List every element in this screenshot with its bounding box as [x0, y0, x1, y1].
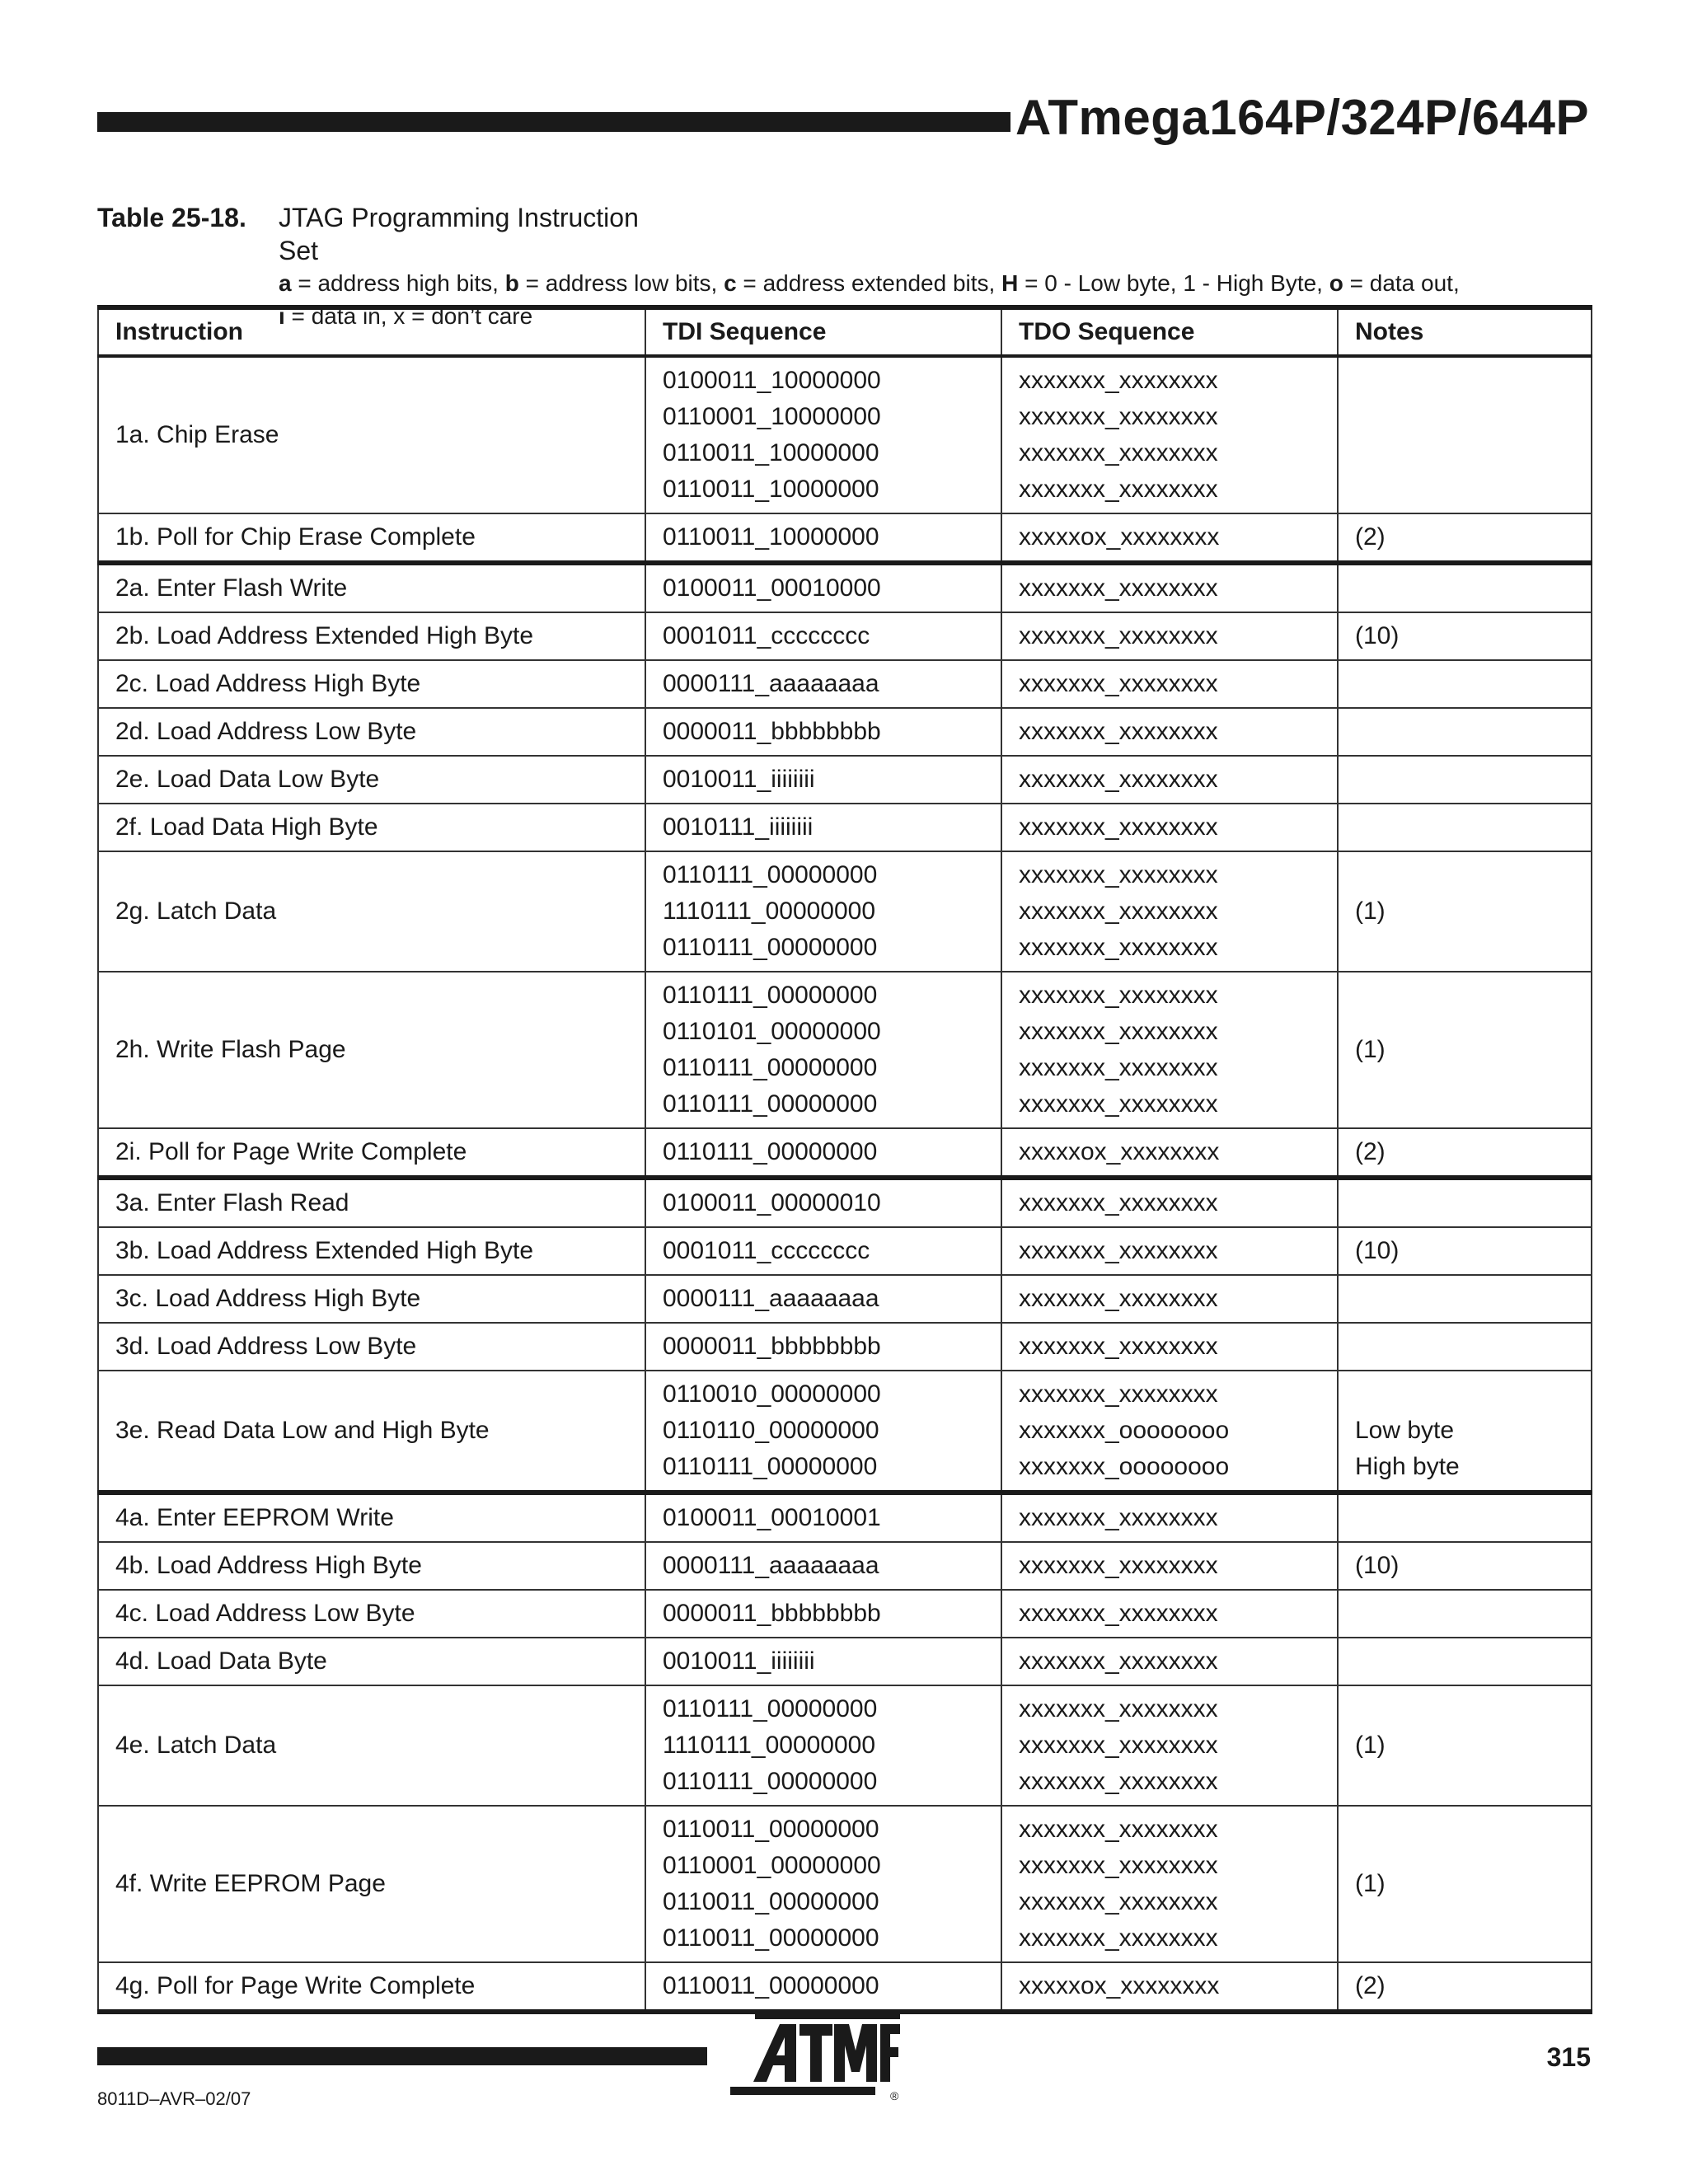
instruction-cell: 2c. Load Address High Byte: [98, 660, 645, 708]
tdi-sequence-line: 0110011_10000000: [663, 523, 879, 551]
legend-text: = address extended bits,: [736, 270, 1002, 296]
tdi-sequence-line: 0110101_00000000: [663, 1018, 881, 1045]
legend-key: o: [1329, 270, 1343, 296]
tdi-sequence-line: 0110011_00000000: [663, 1924, 879, 1952]
tdo-sequence-line: xxxxxxx_xxxxxxxx: [1019, 1732, 1218, 1759]
instruction-cell: 4c. Load Address Low Byte: [98, 1590, 645, 1638]
tdi-sequence-line: 0110001_10000000: [663, 403, 881, 430]
note-line: (10): [1355, 622, 1400, 649]
table-row: [98, 1638, 1592, 1685]
tdi-sequence-line: 0001011_cccccccc: [663, 622, 870, 649]
notes-cell: [1338, 756, 1592, 804]
instruction-cell: 1b. Poll for Chip Erase Complete: [98, 513, 645, 563]
tdi-sequence-line: 1110111_00000000: [663, 898, 876, 925]
instruction-cell: 4a. Enter EEPROM Write: [98, 1493, 645, 1542]
tdo-sequence-cell: [1001, 1371, 1338, 1493]
tdo-sequence-line: xxxxxxx_xxxxxxxx: [1019, 1285, 1218, 1312]
header-tdo-sequence: TDO Sequence: [1001, 307, 1338, 356]
note-line: [1355, 1376, 1574, 1413]
tdo-sequence-cell: [1001, 563, 1338, 612]
legend-text: = 0 - Low byte, 1 - High Byte,: [1018, 270, 1329, 296]
notes-cell: [1338, 851, 1592, 972]
table-row: [98, 1323, 1592, 1371]
tdo-sequence-cell: [1001, 513, 1338, 563]
legend-text: = data in, x = don’t care: [284, 303, 533, 329]
tdi-sequence-line: 0110011_10000000: [663, 476, 879, 503]
tdi-sequence-cell: [645, 1638, 1001, 1685]
instruction-cell: 4g. Poll for Page Write Complete: [98, 1962, 645, 2012]
tdi-sequence-cell: [645, 1178, 1001, 1227]
instruction-cell: 2g. Latch Data: [98, 851, 645, 972]
notes-cell: [1338, 356, 1592, 513]
instruction-cell: 4e. Latch Data: [98, 1685, 645, 1806]
table-row: [98, 804, 1592, 851]
table-row: [98, 1493, 1592, 1542]
table-row: [98, 1178, 1592, 1227]
tdo-sequence-line: xxxxxxx_xxxxxxxx: [1019, 934, 1218, 961]
legend-text: = data out,: [1343, 270, 1460, 296]
header-rule: [97, 112, 1010, 132]
tdi-sequence-line: 0100011_00010001: [663, 1504, 881, 1531]
instruction-cell: 3a. Enter Flash Read: [98, 1178, 645, 1227]
tdo-sequence-cell: [1001, 1806, 1338, 1962]
document-id: 8011D–AVR–02/07: [97, 2088, 251, 2109]
note-line: (1): [1355, 1870, 1386, 1897]
tdo-sequence-cell: [1001, 756, 1338, 804]
tdo-sequence-line: xxxxxxx_xxxxxxxx: [1019, 1600, 1218, 1627]
tdi-sequence-line: 0110111_00000000: [663, 1090, 878, 1118]
tdo-sequence-line: xxxxxxx_xxxxxxxx: [1019, 766, 1218, 793]
instruction-cell: 4b. Load Address High Byte: [98, 1542, 645, 1590]
tdo-sequence-line: xxxxxxx_xxxxxxxx: [1019, 1924, 1218, 1952]
instruction-cell: 2b. Load Address Extended High Byte: [98, 612, 645, 660]
tdi-sequence-line: 0000111_aaaaaaaa: [663, 670, 879, 697]
tdi-sequence-line: 0110001_00000000: [663, 1852, 881, 1879]
instruction-cell: 1a. Chip Erase: [98, 356, 645, 513]
tdo-sequence-line: xxxxxxx_xxxxxxxx: [1019, 1504, 1218, 1531]
tdi-sequence-cell: [645, 1371, 1001, 1493]
note-line: (2): [1355, 1972, 1386, 1999]
tdi-sequence-cell: [645, 1590, 1001, 1638]
tdi-sequence-cell: [645, 1685, 1001, 1806]
tdo-sequence-line: xxxxxxx_xxxxxxxx: [1019, 898, 1218, 925]
notes-cell: [1338, 513, 1592, 563]
tdo-sequence-cell: [1001, 1275, 1338, 1323]
table-row: [98, 708, 1592, 756]
tdo-sequence-line: xxxxxxx_xxxxxxxx: [1019, 1380, 1218, 1408]
notes-cell: [1338, 1806, 1592, 1962]
table-row: [98, 1371, 1592, 1493]
legend-key: a: [279, 270, 292, 296]
table-row: [98, 660, 1592, 708]
notes-cell: [1338, 1962, 1592, 2012]
tdi-sequence-cell: [645, 1493, 1001, 1542]
notes-cell: [1338, 660, 1592, 708]
instruction-cell: 2e. Load Data Low Byte: [98, 756, 645, 804]
instruction-cell: 2a. Enter Flash Write: [98, 563, 645, 612]
tdo-sequence-cell: [1001, 1178, 1338, 1227]
legend-text: = address high bits,: [291, 270, 505, 296]
tdi-sequence-line: 0010011_iiiiiiii: [663, 1647, 815, 1675]
tdo-sequence-line: xxxxxxx_xxxxxxxx: [1019, 439, 1218, 466]
tdi-sequence-line: 0100011_00000010: [663, 1189, 881, 1216]
tdi-sequence-cell: [645, 756, 1001, 804]
table-row: [98, 1227, 1592, 1275]
header-tdi-sequence: TDI Sequence: [645, 307, 1001, 356]
tdo-sequence-cell: [1001, 708, 1338, 756]
legend-key: H: [1001, 270, 1019, 296]
tdo-sequence-cell: [1001, 804, 1338, 851]
tdo-sequence-line: xxxxxxx_xxxxxxxx: [1019, 1695, 1218, 1722]
table-label: Table 25-18.: [97, 203, 246, 232]
table-row: [98, 1275, 1592, 1323]
table-row: [98, 1542, 1592, 1590]
tdi-sequence-line: 0110111_00000000: [663, 1768, 878, 1795]
tdi-sequence-line: 0100011_10000000: [663, 367, 881, 394]
tdo-sequence-line: xxxxxxx_xxxxxxxx: [1019, 1333, 1218, 1360]
tdi-sequence-cell: [645, 1323, 1001, 1371]
tdi-sequence-line: 0110111_00000000: [663, 982, 878, 1009]
tdi-sequence-line: 0001011_cccccccc: [663, 1237, 870, 1264]
tdi-sequence-line: 0110111_00000000: [663, 861, 878, 888]
tdi-sequence-line: 0110111_00000000: [663, 1453, 878, 1480]
instruction-cell: 4f. Write EEPROM Page: [98, 1806, 645, 1962]
page-title: ATmega164P/324P/644P: [1015, 90, 1589, 145]
tdi-sequence-cell: [645, 563, 1001, 612]
tdo-sequence-cell: [1001, 1128, 1338, 1178]
tdo-sequence-line: xxxxxxx_xxxxxxxx: [1019, 1647, 1218, 1675]
tdi-sequence-line: 0110110_00000000: [663, 1417, 879, 1444]
tdo-sequence-cell: [1001, 851, 1338, 972]
tdo-sequence-line: xxxxxxx_xxxxxxxx: [1019, 670, 1218, 697]
notes-cell: [1338, 1493, 1592, 1542]
tdi-sequence-cell: [645, 1227, 1001, 1275]
table-row: [98, 513, 1592, 563]
legend-key: b: [504, 270, 519, 296]
tdo-sequence-line: xxxxxxx_xxxxxxxx: [1019, 1018, 1218, 1045]
legend-text: = address low bits,: [518, 270, 724, 296]
notes-cell: [1338, 1323, 1592, 1371]
tdo-sequence-cell: [1001, 1493, 1338, 1542]
atmel-logo: [729, 2011, 902, 2102]
table-row: [98, 756, 1592, 804]
tdo-sequence-line: xxxxxxx_xxxxxxxx: [1019, 982, 1218, 1009]
tdo-sequence-line: xxxxxxx_xxxxxxxx: [1019, 1090, 1218, 1118]
tdo-sequence-cell: [1001, 1685, 1338, 1806]
notes-cell: [1338, 1685, 1592, 1806]
notes-cell: [1338, 1542, 1592, 1590]
notes-cell: [1338, 1371, 1592, 1493]
tdo-sequence-line: xxxxxxx_xxxxxxxx: [1019, 813, 1218, 841]
tdo-sequence-cell: [1001, 660, 1338, 708]
table-title-continued: Set: [279, 236, 319, 265]
instruction-cell: 2f. Load Data High Byte: [98, 804, 645, 851]
note-line: (1): [1355, 898, 1386, 925]
table-row: [98, 851, 1592, 972]
tdi-sequence-cell: [645, 1542, 1001, 1590]
notes-cell: [1338, 708, 1592, 756]
instruction-cell: 3b. Load Address Extended High Byte: [98, 1227, 645, 1275]
notes-cell: [1338, 1590, 1592, 1638]
tdi-sequence-cell: [645, 612, 1001, 660]
jtag-instruction-table: [97, 305, 1592, 2014]
note-line: Low byte: [1355, 1417, 1455, 1444]
instruction-cell: 3c. Load Address High Byte: [98, 1275, 645, 1323]
notes-cell: [1338, 1128, 1592, 1178]
legend-key: i: [279, 303, 285, 329]
notes-cell: [1338, 563, 1592, 612]
header-notes: Notes: [1338, 307, 1592, 356]
tdi-sequence-cell: [645, 851, 1001, 972]
tdo-sequence-cell: [1001, 1590, 1338, 1638]
tdi-sequence-line: 0110111_00000000: [663, 1695, 878, 1722]
tdo-sequence-line: xxxxxxx_xxxxxxxx: [1019, 622, 1218, 649]
table-row: [98, 563, 1592, 612]
tdo-sequence-line: xxxxxxx_xxxxxxxx: [1019, 403, 1218, 430]
table-legend-line-1: [279, 267, 1460, 300]
table-row: [98, 1128, 1592, 1178]
tdi-sequence-line: 0000111_aaaaaaaa: [663, 1285, 879, 1312]
tdo-sequence-cell: [1001, 612, 1338, 660]
footer-rule: [97, 2047, 707, 2065]
tdi-sequence-line: 0000111_aaaaaaaa: [663, 1552, 879, 1579]
tdo-sequence-cell: [1001, 972, 1338, 1128]
notes-cell: [1338, 612, 1592, 660]
table-row: [98, 1590, 1592, 1638]
table-row: [98, 356, 1592, 513]
tdi-sequence-cell: [645, 1806, 1001, 1962]
tdi-sequence-line: 0000011_bbbbbbbb: [663, 1333, 881, 1360]
notes-cell: [1338, 804, 1592, 851]
table-row: [98, 612, 1592, 660]
tdo-sequence-line: xxxxxxx_xxxxxxxx: [1019, 574, 1218, 602]
tdi-sequence-line: 0010111_iiiiiiii: [663, 813, 814, 841]
instruction-cell: 2h. Write Flash Page: [98, 972, 645, 1128]
tdi-sequence-cell: [645, 1128, 1001, 1178]
note-line: (10): [1355, 1552, 1400, 1579]
note-line: High byte: [1355, 1453, 1460, 1480]
tdo-sequence-cell: [1001, 356, 1338, 513]
tdi-sequence-line: 1110111_00000000: [663, 1732, 876, 1759]
tdo-sequence-line: xxxxxxx_xxxxxxxx: [1019, 476, 1218, 503]
tdi-sequence-cell: [645, 660, 1001, 708]
note-line: (2): [1355, 1138, 1386, 1165]
tdi-sequence-cell: [645, 804, 1001, 851]
tdi-sequence-cell: [645, 513, 1001, 563]
table-row: [98, 1806, 1592, 1962]
tdi-sequence-line: 0110011_00000000: [663, 1888, 879, 1915]
note-line: (2): [1355, 523, 1386, 551]
tdo-sequence-cell: [1001, 1542, 1338, 1590]
tdo-sequence-cell: [1001, 1227, 1338, 1275]
notes-cell: [1338, 1227, 1592, 1275]
tdo-sequence-line: xxxxxxx_xxxxxxxx: [1019, 1189, 1218, 1216]
note-line: (10): [1355, 1237, 1400, 1264]
tdi-sequence-line: 0000011_bbbbbbbb: [663, 1600, 881, 1627]
tdo-sequence-line: xxxxxxx_xxxxxxxx: [1019, 1054, 1218, 1081]
tdo-sequence-line: xxxxxxx_xxxxxxxx: [1019, 1237, 1218, 1264]
tdo-sequence-line: xxxxxxx_xxxxxxxx: [1019, 1816, 1218, 1843]
tdi-sequence-line: 0110011_10000000: [663, 439, 879, 466]
instruction-cell: 3d. Load Address Low Byte: [98, 1323, 645, 1371]
tdi-sequence-cell: [645, 356, 1001, 513]
tdo-sequence-line: xxxxxxx_xxxxxxxx: [1019, 1852, 1218, 1879]
logo-registered-mark: ®: [890, 2089, 899, 2102]
table-row: [98, 972, 1592, 1128]
table-title: JTAG Programming Instruction: [279, 203, 639, 232]
tdi-sequence-line: 0110010_00000000: [663, 1380, 881, 1408]
tdo-sequence-line: xxxxxxx_xxxxxxxx: [1019, 1888, 1218, 1915]
tdi-sequence-line: 0010011_iiiiiiii: [663, 766, 815, 793]
tdi-sequence-line: 0110011_00000000: [663, 1972, 879, 1999]
note-line: (1): [1355, 1732, 1386, 1759]
instruction-cell: 3e. Read Data Low and High Byte: [98, 1371, 645, 1493]
notes-cell: [1338, 1638, 1592, 1685]
table-row: [98, 1962, 1592, 2012]
tdi-sequence-cell: [645, 1962, 1001, 2012]
tdi-sequence-line: 0110011_00000000: [663, 1816, 879, 1843]
tdo-sequence-line: xxxxxxx_oooooooo: [1019, 1417, 1230, 1444]
tdi-sequence-line: 0110111_00000000: [663, 1138, 878, 1165]
page-number: 315: [1546, 2042, 1591, 2072]
tdo-sequence-line: xxxxxxx_xxxxxxxx: [1019, 861, 1218, 888]
tdo-sequence-line: xxxxxox_xxxxxxxx: [1019, 1972, 1220, 1999]
notes-cell: [1338, 972, 1592, 1128]
table-header-row: [98, 307, 1592, 356]
tdi-sequence-line: 0110111_00000000: [663, 934, 878, 961]
tdo-sequence-line: xxxxxox_xxxxxxxx: [1019, 523, 1220, 551]
tdo-sequence-cell: [1001, 1638, 1338, 1685]
notes-cell: [1338, 1275, 1592, 1323]
instruction-cell: 2d. Load Address Low Byte: [98, 708, 645, 756]
tdi-sequence-cell: [645, 972, 1001, 1128]
tdi-sequence-cell: [645, 1275, 1001, 1323]
tdi-sequence-line: 0000011_bbbbbbbb: [663, 718, 881, 745]
tdi-sequence-line: 0100011_00010000: [663, 574, 881, 602]
tdo-sequence-line: xxxxxxx_oooooooo: [1019, 1453, 1230, 1480]
tdo-sequence-line: xxxxxxx_xxxxxxxx: [1019, 1552, 1218, 1579]
tdi-sequence-line: 0110111_00000000: [663, 1054, 878, 1081]
instruction-cell: 4d. Load Data Byte: [98, 1638, 645, 1685]
table-row: [98, 1685, 1592, 1806]
notes-cell: [1338, 1178, 1592, 1227]
table-body: [98, 356, 1592, 2012]
tdo-sequence-line: xxxxxxx_xxxxxxxx: [1019, 367, 1218, 394]
tdo-sequence-line: xxxxxxx_xxxxxxxx: [1019, 1768, 1218, 1795]
instruction-cell: 2i. Poll for Page Write Complete: [98, 1128, 645, 1178]
tdo-sequence-cell: [1001, 1323, 1338, 1371]
tdi-sequence-cell: [645, 708, 1001, 756]
note-line: (1): [1355, 1036, 1386, 1063]
tdo-sequence-cell: [1001, 1962, 1338, 2012]
tdo-sequence-line: xxxxxxx_xxxxxxxx: [1019, 718, 1218, 745]
header-instruction: Instruction: [98, 307, 645, 356]
legend-key: c: [724, 270, 737, 296]
tdo-sequence-line: xxxxxox_xxxxxxxx: [1019, 1138, 1220, 1165]
